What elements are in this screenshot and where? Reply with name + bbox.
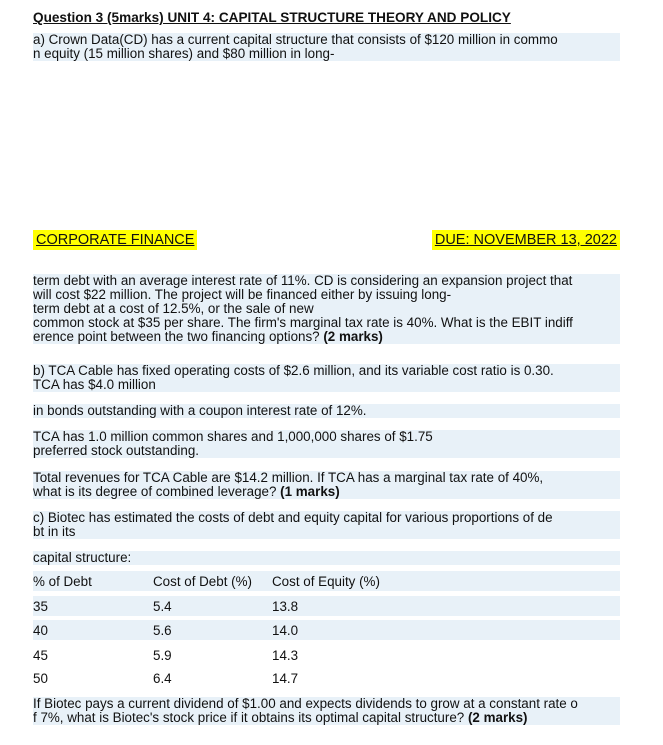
part-a-continued (33, 274, 620, 344)
part-a-cont-line-4: common stock at $35 per share. The firm's marginal tax rate is 40%. What is the EBIT indiff (33, 315, 573, 330)
table-cell: 5.9 (153, 647, 172, 663)
table-cell: 5.6 (153, 622, 172, 638)
part-c-line-1: c) Biotec has estimated the costs of debt and equity capital for various proportions of de (33, 510, 553, 525)
table-header-cost-debt: Cost of Debt (%) (153, 573, 252, 589)
part-a-line-2: n equity (15 million shares) and $80 million in long- (33, 46, 335, 61)
part-b-line-7-text: what is its degree of combined leverage? (33, 484, 281, 499)
part-a-cont-line-1: term debt with an average interest rate of 11%. CD is considering an expansion project that (33, 273, 573, 288)
part-b-line-2: TCA has $4.0 million (33, 377, 156, 392)
part-c-end-line-2-text: f 7%, what is Biotec's stock price if it obtains its optimal capital structure? (33, 710, 468, 725)
table-cell: 6.4 (153, 670, 172, 686)
table-cell: 14.3 (272, 647, 299, 663)
course-label: CORPORATE FINANCE (33, 230, 197, 250)
part-a-cont-line-5-text: erence point between the two financing options? (33, 329, 324, 344)
part-a-intro (33, 33, 620, 61)
table-cell: 14.7 (272, 670, 299, 686)
table-cell: 35 (33, 598, 48, 614)
part-b-line-3: in bonds outstanding with a coupon interest rate of 12%. (33, 403, 367, 418)
table-row (33, 668, 620, 688)
part-b-line-5: preferred stock outstanding. (33, 443, 199, 458)
table-cell: 50 (33, 670, 48, 686)
part-b-line-6: Total revenues for TCA Cable are $14.2 million. If TCA has a marginal tax rate of 40%, (33, 470, 544, 485)
table-header-debt-pct: % of Debt (33, 573, 92, 589)
part-b-line-4: TCA has 1.0 million common shares and 1,000,000 shares of $1.75 (33, 429, 433, 444)
part-c-line-2: bt in its (33, 524, 76, 539)
part-b-bonds (33, 404, 620, 418)
part-a-cont-line-3: term debt at a cost of 12.5%, or the sale of new (33, 301, 314, 316)
part-c-marks: (2 marks) (467, 710, 528, 725)
table-header-cost-equity: Cost of Equity (%) (272, 573, 380, 589)
table-cell: 14.0 (272, 622, 299, 638)
table-header-row (33, 571, 620, 591)
table-cell: 5.4 (153, 598, 172, 614)
part-a-cont-line-5 (33, 330, 620, 344)
part-b-shares (33, 430, 620, 458)
page-header-strip (33, 228, 620, 252)
part-c-intro (33, 511, 620, 539)
part-b-marks: (1 marks) (280, 484, 340, 499)
part-b-question (33, 471, 620, 499)
table-row (33, 645, 620, 665)
due-date-label: DUE: NOVEMBER 13, 2022 (432, 230, 620, 250)
part-c-end-line-1: If Biotec pays a current dividend of $1.00 and expects dividends to grow at a constant rate o (33, 696, 578, 711)
part-a-marks: (2 marks) (323, 329, 383, 344)
part-a-line-1: a) Crown Data(CD) has a current capital structure that consists of $120 million in commo (33, 32, 558, 47)
part-c-end-line-2 (33, 711, 620, 725)
part-b-line-7 (33, 485, 620, 499)
part-b-line-1: b) TCA Cable has fixed operating costs of $2.6 million, and its variable cost ratio is 0.30. (33, 363, 554, 378)
part-a-cont-line-2: will cost $22 million. The project will be financed either by issuing long- (33, 287, 452, 302)
table-cell: 40 (33, 622, 48, 638)
part-c-line-3: capital structure: (33, 550, 132, 565)
table-cell: 13.8 (272, 598, 299, 614)
table-row (33, 596, 620, 616)
part-c-question (33, 697, 620, 725)
part-b-intro (33, 364, 620, 392)
table-cell: 45 (33, 647, 48, 663)
part-c-capital-structure (33, 551, 620, 565)
question-title: Question 3 (5marks) UNIT 4: CAPITAL STRUCTURE THEORY AND POLICY (33, 10, 511, 25)
table-row (33, 620, 620, 640)
